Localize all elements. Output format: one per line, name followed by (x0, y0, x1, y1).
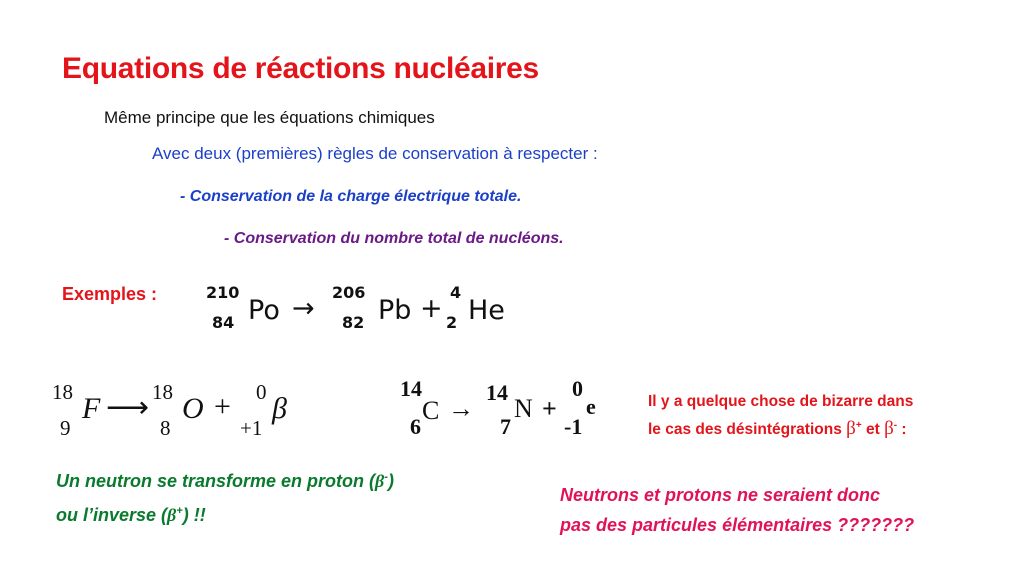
equation-carbon-beta-minus (398, 374, 608, 444)
pb-atomic-number: 82 (342, 313, 365, 332)
plus-sign: + (542, 394, 557, 423)
elementary-particles-note (560, 480, 1010, 540)
f-symbol: F (82, 392, 101, 425)
neutron-transformation-note (56, 462, 516, 530)
e-mass-number: 0 (572, 376, 583, 401)
beta-mass-number: 0 (256, 380, 267, 404)
reaction-arrow: → (292, 293, 315, 324)
bizarre-note (648, 390, 978, 442)
neutron-note-line2: ou l’inverse (β+) !! (56, 505, 206, 525)
plus-sign: + (214, 390, 231, 423)
subtitle: Même principe que les équations chimiques (104, 108, 435, 127)
o-atomic-number: 8 (160, 416, 171, 440)
he-symbol: He (468, 295, 505, 326)
he-mass-number: 4 (450, 283, 462, 302)
o-symbol: O (182, 392, 204, 425)
equation-polonium-alpha-decay (206, 283, 526, 343)
elementary-note-line1: Neutrons et protons ne seraient donc (560, 485, 881, 505)
po-symbol: Po (248, 295, 280, 326)
elementary-note-line2: pas des particules élémentaires ??????? (560, 515, 915, 535)
slide-title: Equations de réactions nucléaires (62, 52, 539, 85)
pb-mass-number: 206 (332, 283, 366, 302)
e-charge-number: -1 (564, 414, 583, 439)
bizarre-note-line2: le cas des désintégrations β+ et β- : (648, 418, 907, 440)
e-symbol: e (586, 394, 596, 419)
rule-nucleon-conservation: - Conservation du nombre total de nucléons. (224, 230, 564, 247)
equation-fluorine-beta-plus (52, 378, 312, 448)
beta-charge-number: +1 (240, 416, 263, 440)
plus-sign: + (420, 293, 443, 324)
rules-intro: Avec deux (premières) règles de conservation à respecter : (152, 144, 598, 163)
o-mass-number: 18 (152, 380, 173, 404)
beta-symbol: β (272, 392, 287, 425)
po-atomic-number: 84 (212, 313, 235, 332)
reaction-arrow: → (448, 394, 474, 423)
reaction-arrow: ⟶ (106, 391, 150, 424)
neutron-note-line1: Un neutron se transforme en proton (β-) (56, 471, 394, 491)
he-atomic-number: 2 (446, 313, 458, 332)
n-atomic-number: 7 (500, 414, 511, 439)
rule-charge-conservation: - Conservation de la charge électrique totale. (180, 188, 522, 205)
f-mass-number: 18 (52, 380, 73, 404)
pb-symbol: Pb (378, 295, 412, 326)
examples-label: Exemples : (62, 284, 158, 304)
c-atomic-number: 6 (410, 414, 421, 439)
bizarre-note-line1: Il y a quelque chose de bizarre dans (648, 393, 914, 410)
c-mass-number: 14 (400, 376, 422, 401)
c-symbol: C (422, 396, 440, 425)
f-atomic-number: 9 (60, 416, 71, 440)
n-mass-number: 14 (486, 380, 508, 405)
n-symbol: N (514, 394, 533, 423)
po-mass-number: 210 (206, 283, 240, 302)
